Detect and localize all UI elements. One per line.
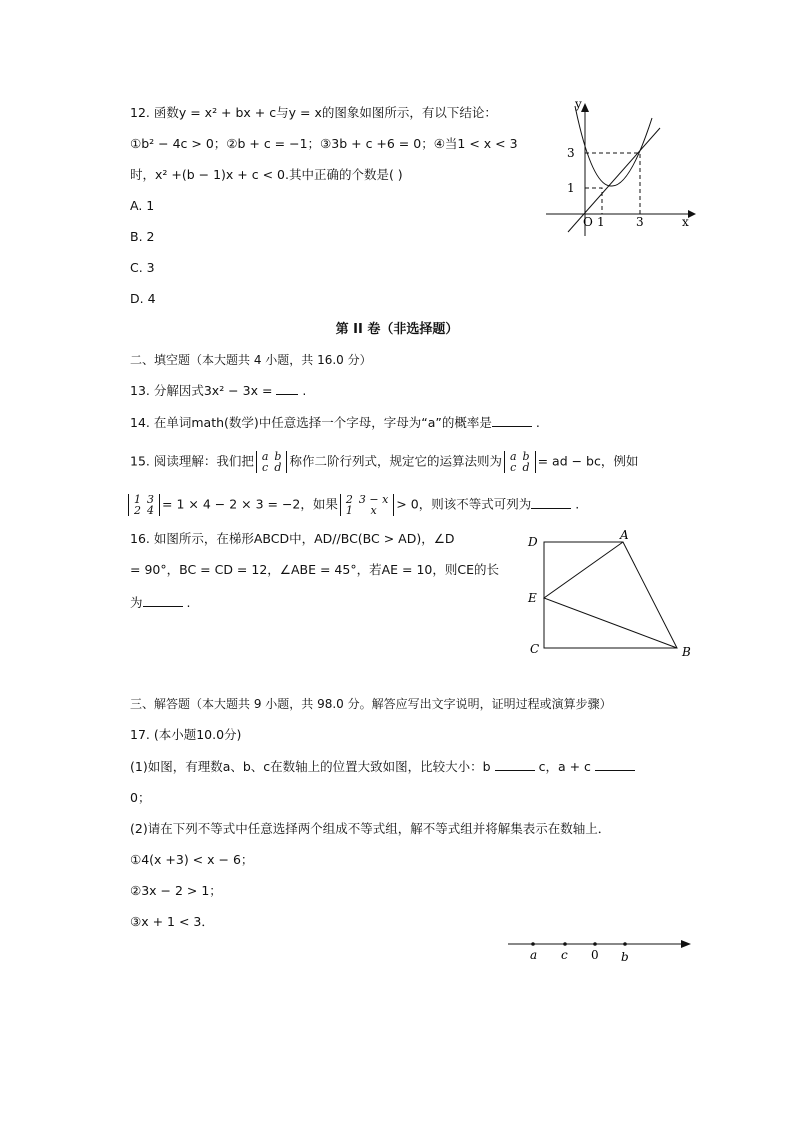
section2-header: 二、填空题（本大题共 4 小题，共 16.0 分） [130,353,372,367]
graph-x-tick-3: 3 [636,215,644,229]
point-a: A [620,528,629,542]
q17-part2: (2)请在下列不等式中任意选择两个组成不等式组，解不等式组并将解集表示在数轴上． [130,821,611,836]
point-c: C [530,642,540,656]
q16-trapezoid-figure [520,525,700,665]
q17-part1-end: 0； [130,790,151,805]
q17-part1: (1)如图，有理数a、b、c在数轴上的位置大致如图，比较大小：b c，a + c [130,758,635,776]
q14-answer-blank[interactable] [492,414,532,427]
q12-line1: 12. 函数y = x² + bx + c与y = x的图象如图所示，有以下结论： [130,105,497,120]
graph-y-tick-1: 1 [567,181,575,195]
q17-inequality-1: ①4(x +3) < x − 6； [130,852,254,867]
determinant-question: 2 1 3 − x x [340,494,394,516]
q17-inequality-2: ②3x − 2 > 1； [130,883,222,898]
graph-y-tick-3: 3 [567,146,575,160]
q15-line2: 1 2 3 4 = 1 × 4 − 2 × 3 = −2，如果 2 1 3 − x x > 0，则该不等式可列为 . [126,494,579,516]
q17-title: 17. (本小题10.0分) [130,727,242,742]
q15-answer-blank[interactable] [531,496,571,509]
determinant-rule: a c b d [504,451,536,473]
q16-answer-blank[interactable] [143,594,183,607]
q17-inequality-3: ③x + 1 < 3． [130,914,214,929]
graph-y-label: y [575,98,582,111]
determinant-example: 1 2 3 4 [128,494,160,516]
q15-line1: 15. 阅读理解：我们把 a c b d 称作二阶行列式，规定它的运算法则为 a c b d = ad − bc，例如 [130,450,639,474]
point-b: B [682,645,691,659]
number-line-c: c [561,948,568,962]
q16-line2: = 90°，BC = CD = 12，∠ABE = 45°，若AE = 10，则CE的长 [130,562,499,577]
graph-x-label: x [682,215,689,229]
q17-blank-2[interactable] [595,758,635,771]
number-line-0: 0 [591,948,599,962]
part2-title: 第 II 卷（非选择题） [335,322,459,337]
q13: 13. 分解因式3x² − 3x = . [130,383,307,398]
q12-line3: 时，x² +(b − 1)x + c < 0.其中正确的个数是( ) [130,167,403,182]
q12-option-d: D. 4 [130,291,156,306]
determinant-definition: a c b d [256,451,288,473]
q12-option-b: B. 2 [130,229,155,244]
section3-header: 三、解答题（本大题共 9 小题，共 98.0 分。解答应写出文字说明，证明过程或演算步骤） [130,697,612,711]
point-d: D [528,535,538,549]
number-line-a: a [530,948,538,962]
graph-origin: O [583,215,593,229]
q17-blank-1[interactable] [495,758,535,771]
q16-line1: 16. 如图所示，在梯形ABCD中，AD//BC(BC > AD)，∠D [130,531,455,546]
graph-x-tick-1: 1 [597,215,605,229]
q14: 14. 在单词math(数学)中任意选择一个字母，字母为“a”的概率是 . [130,415,540,430]
q13-answer-blank[interactable] [276,382,298,395]
q12-option-c: C. 3 [130,260,155,275]
number-line [505,934,695,966]
q12-function-graph [540,98,700,238]
q16-line3: 为 . [130,595,191,610]
point-e: E [528,591,537,605]
q12-line2: ①b² − 4c > 0；②b + c = −1；③3b + c +6 = 0；④当1 < x < 3 [130,136,518,151]
number-line-b: b [621,950,629,964]
q12-option-a: A. 1 [130,198,155,213]
